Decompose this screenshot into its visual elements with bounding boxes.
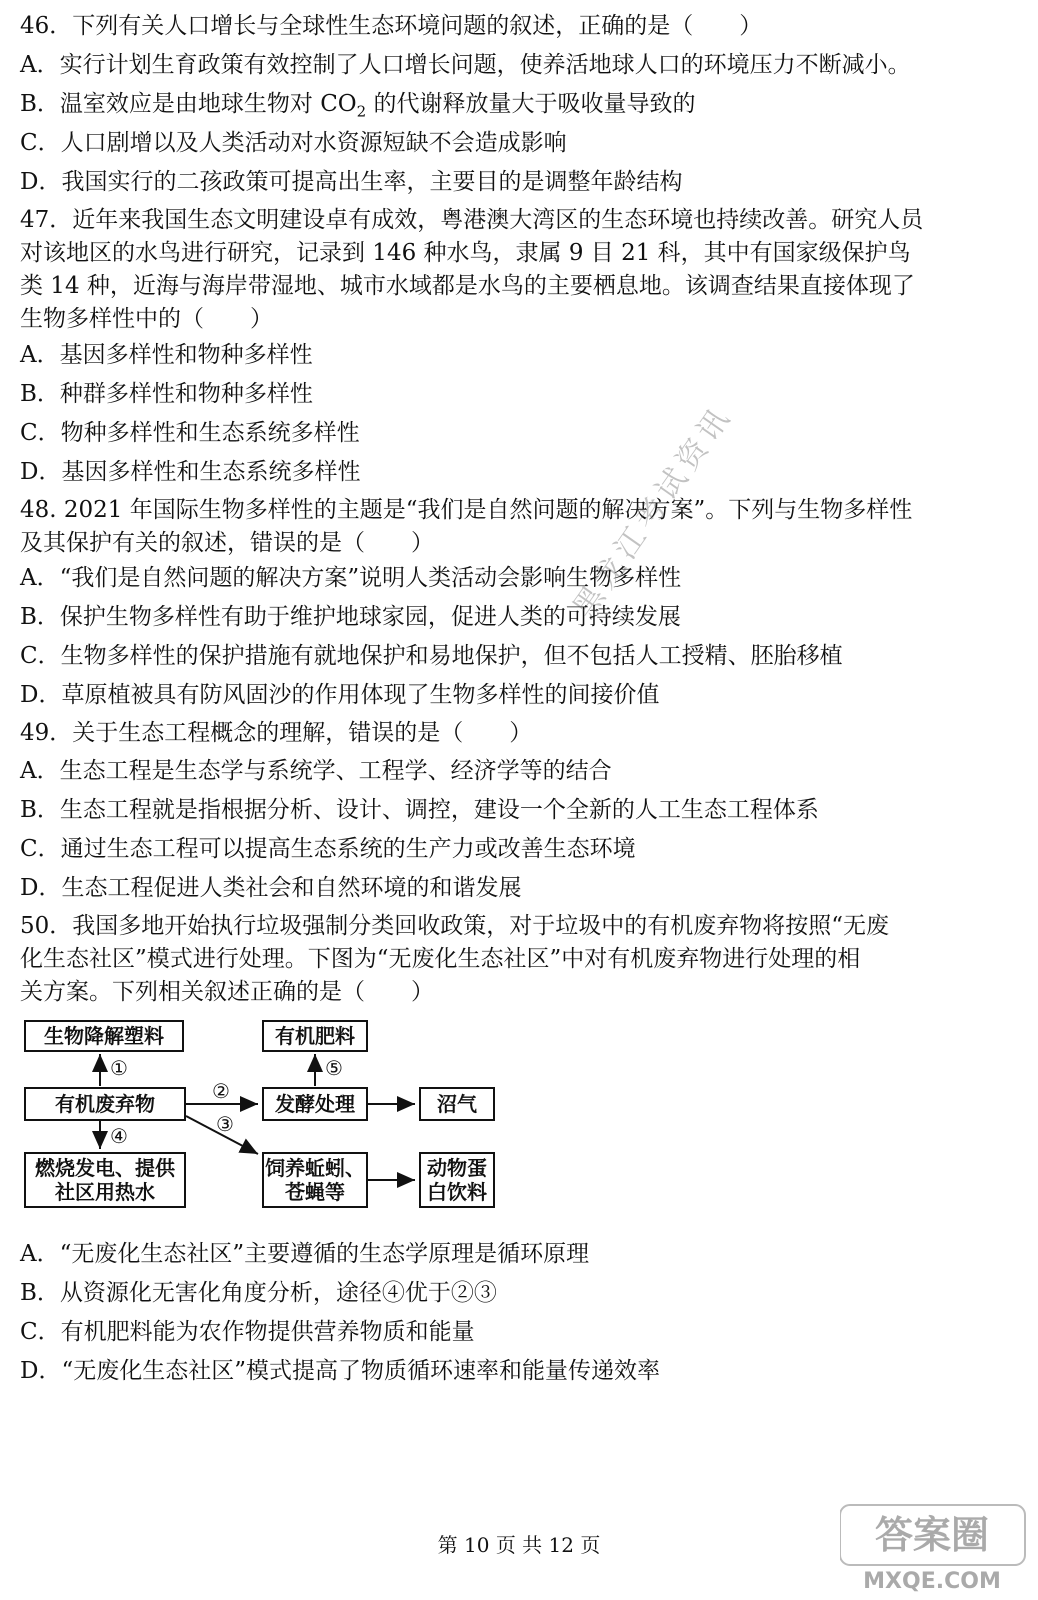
q47-stem-1: 47．近年来我国生态文明建设卓有成效，粤港澳大湾区的生态环境也持续改善。研究人员: [20, 207, 924, 233]
box-organic-fertilizer: 有机肥料: [262, 1020, 368, 1052]
box-biodegradable-plastic: 生物降解塑料: [24, 1020, 184, 1052]
q47-stem-3: 类 14 种，近海与海岸带湿地、城市水域都是水鸟的主要栖息地。该调查结果直接体现了: [20, 273, 915, 299]
q47-option-b: B．种群多样性和物种多样性: [20, 381, 313, 407]
q49-option-b: B．生态工程就是指根据分析、设计、调控，建设一个全新的人工生态工程体系: [20, 797, 819, 823]
q47-stem-2: 对该地区的水鸟进行研究，记录到 146 种水鸟，隶属 9 目 21 科，其中有国家级保护鸟: [20, 240, 911, 266]
q48-option-d: D．草原植被具有防风固沙的作用体现了生物多样性的间接价值: [20, 682, 660, 708]
q47-option-c: C．物种多样性和生态系统多样性: [20, 420, 360, 446]
q50-option-b: B．从资源化无害化角度分析，途径④优于②③: [20, 1280, 497, 1306]
page-footer: 第 10 页 共 12 页: [437, 1533, 601, 1557]
q49-option-a: A．生态工程是生态学与系统学、工程学、经济学等的结合: [20, 758, 612, 784]
watermark: 黑龙江考试资讯: [566, 398, 740, 625]
box-biogas: 沼气: [419, 1087, 495, 1121]
q50-option-d: D．“无废化生态社区”模式提高了物质循环速率和能量传递效率: [20, 1358, 660, 1384]
label-2: ②: [212, 1079, 230, 1103]
box-animal-protein: 动物蛋 白饮料: [419, 1152, 495, 1208]
label-1: ①: [110, 1056, 128, 1080]
label-4: ④: [110, 1124, 128, 1148]
q49-stem: 49．关于生态工程概念的理解，错误的是（ ）: [20, 720, 533, 746]
q47-option-a: A．基因多样性和物种多样性: [20, 342, 313, 368]
q48-stem-2: 及其保护有关的叙述，错误的是（ ）: [20, 530, 434, 556]
q46-stem: 46．下列有关人口增长与全球性生态环境问题的叙述，正确的是（ ）: [20, 13, 763, 39]
label-3: ③: [216, 1112, 234, 1136]
q50-option-a: A．“无废化生态社区”主要遵循的生态学原理是循环原理: [20, 1241, 590, 1267]
box-burn-power: 燃烧发电、提供 社区用热水: [24, 1152, 186, 1208]
waste-processing-diagram: [20, 1012, 500, 1217]
q49-option-d: D．生态工程促进人类社会和自然环境的和谐发展: [20, 875, 522, 901]
q48-stem-1: 48. 2021 年国际生物多样性的主题是“我们是自然问题的解决方案”。下列与生物多样性: [20, 497, 913, 523]
label-5: ⑤: [325, 1056, 343, 1080]
q48-option-c: C．生物多样性的保护措施有就地保护和易地保护，但不包括人工授精、胚胎移植: [20, 643, 843, 669]
q46-option-b: B．温室效应是由地球生物对 $CO_2$ 的代谢释放量大于吸收量导致的: [20, 91, 696, 121]
q50-stem-1: 50．我国多地开始执行垃圾强制分类回收政策，对于垃圾中的有机废弃物将按照“无废: [20, 913, 890, 939]
box-feed-worms: 饲养蚯蚓、 苍蝇等: [262, 1152, 368, 1208]
box-organic-waste: 有机废弃物: [24, 1087, 186, 1121]
q46-option-c: C．人口剧增以及人类活动对水资源短缺不会造成影响: [20, 130, 567, 156]
site-logo: [840, 1500, 1030, 1595]
q50-stem-3: 关方案。下列相关叙述正确的是（ ）: [20, 979, 434, 1005]
q50-option-c: C．有机肥料能为农作物提供营养物质和能量: [20, 1319, 475, 1345]
q50-stem-2: 化生态社区”模式进行处理。下图为“无废化生态社区”中对有机废弃物进行处理的相: [20, 946, 861, 972]
q46-option-d: D．我国实行的二孩政策可提高出生率，主要目的是调整年龄结构: [20, 169, 683, 195]
logo-text: 答案圈: [874, 1513, 990, 1557]
q47-stem-4: 生物多样性中的（ ）: [20, 306, 273, 332]
q49-option-c: C．通过生态工程可以提高生态系统的生产力或改善生态环境: [20, 836, 636, 862]
logo-url: MXQE.COM: [863, 1569, 1001, 1594]
q48-option-a: A．“我们是自然问题的解决方案”说明人类活动会影响生物多样性: [20, 565, 682, 591]
box-fermentation: 发酵处理: [262, 1087, 368, 1121]
q48-option-b: B．保护生物多样性有助于维护地球家园，促进人类的可持续发展: [20, 604, 681, 630]
q46-option-a: A．实行计划生育政策有效控制了人口增长问题，使养活地球人口的环境压力不断减小。: [20, 52, 911, 78]
q47-option-d: D．基因多样性和生态系统多样性: [20, 459, 361, 485]
logo-graphic: [840, 1500, 1030, 1595]
